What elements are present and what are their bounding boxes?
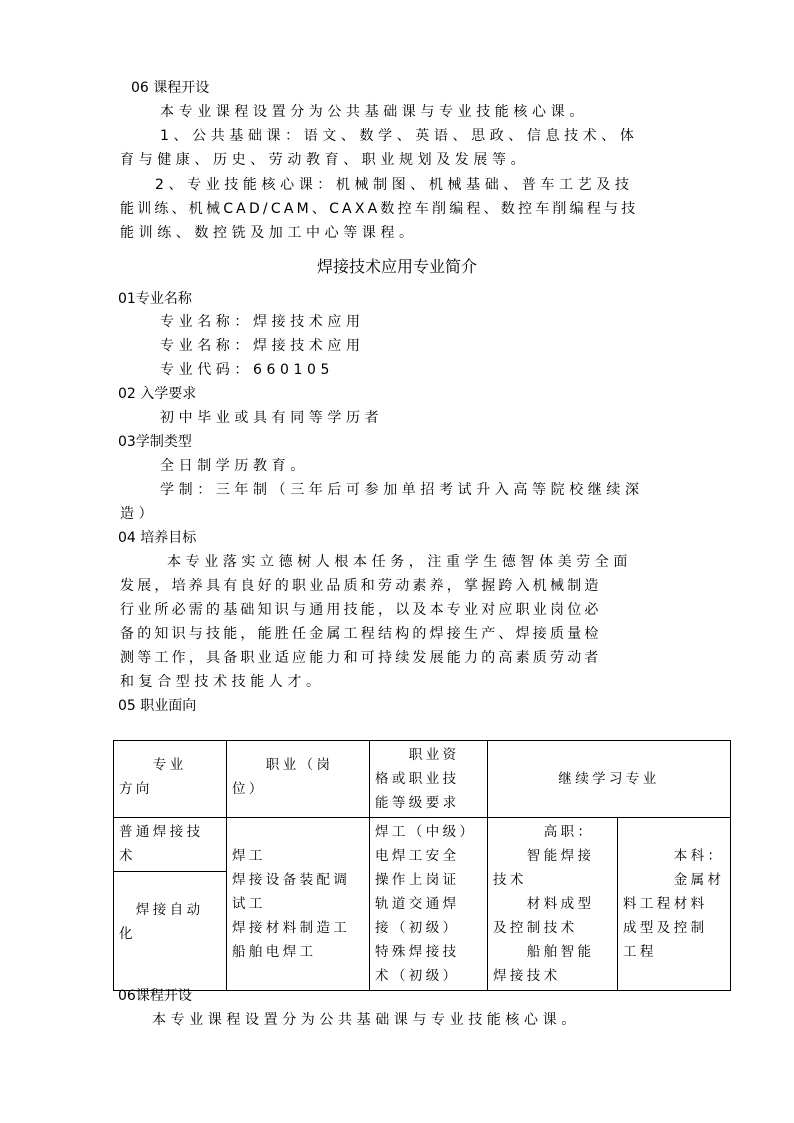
- public-courses-line2: 育与健康、历史、劳动教育、职业规划及发展等。: [120, 152, 530, 168]
- objectives-line4: 备的知识与技能，能胜任金属工程结构的焊接生产、焊接质量检: [120, 626, 602, 642]
- section-heading-courses-bottom: 06课程开设: [118, 988, 192, 1004]
- table-header-row: [114, 741, 731, 818]
- job-positions: 焊工 焊接设备装配调 试工 焊接材料制造工 船舶电焊工: [227, 818, 370, 991]
- page-title: 焊接技术应用专业简介: [316, 257, 477, 276]
- direction-welding-automation: 焊接自动 化: [114, 871, 227, 990]
- core-courses-line1: 2、专业技能核心课：机械制图、机械基础、普车工艺及技: [155, 177, 634, 193]
- objectives-line3: 行业所必需的基础知识与通用技能，以及本专业对应职业岗位必: [120, 602, 602, 618]
- objectives-line5: 测等工作，具备职业适应能力和可持续发展能力的高素质劳动者: [120, 650, 602, 666]
- section-heading-admission: 02 入学要求: [118, 386, 197, 402]
- section-heading-career: 05 职业面向: [118, 698, 197, 714]
- core-courses-line3: 能训练、数控铣及加工中心等课程。: [120, 225, 418, 241]
- major-name-line2: 专业名称：焊接技术应用: [160, 338, 365, 354]
- section-heading-system: 03学制类型: [118, 434, 192, 450]
- section-heading-objectives: 04 培养目标: [118, 530, 197, 546]
- public-courses-line1: 1、公共基础课：语文、数学、英语、思政、信息技术、体: [160, 128, 639, 144]
- header-further-study: 继续学习专业: [488, 741, 731, 818]
- objectives-line6: 和复合型技术技能人才。: [120, 674, 325, 690]
- major-code: 专业代码：660105: [160, 362, 335, 378]
- major-name-line1: 专业名称：焊接技术应用: [160, 314, 365, 330]
- objectives-line1: 本专业落实立德树人根本任务，注重学生德智体美劳全面: [167, 554, 632, 570]
- header-job: 职业（岗 位）: [227, 741, 370, 818]
- header-cert: 职业资 格或职业技 能等级要求: [370, 741, 488, 818]
- admission-requirement: 初中毕业或具有同等学历者: [160, 410, 384, 426]
- core-courses-line2: 能训练、机械CAD/CAM、CAXA数控车削编程、数控车削编程与技: [120, 201, 639, 217]
- objectives-line2: 发展，培养具有良好的职业品质和劳动素养，掌握跨入机械制造: [120, 578, 602, 594]
- header-direction: 专业 方向: [114, 741, 227, 818]
- career-table: [113, 740, 731, 991]
- courses-intro-bottom: 本专业课程设置分为公共基础课与专业技能核心课。: [152, 1012, 580, 1028]
- study-duration-line1: 学制：三年制（三年后可参加单招考试升入高等院校继续深: [160, 482, 644, 498]
- section-heading-courses-top: 06 课程开设: [131, 80, 210, 96]
- undergraduate: 本科： 金属材 料工程材料 成型及控制 工程: [618, 818, 731, 991]
- table-row: [114, 818, 731, 872]
- study-type: 全日制学历教育。: [160, 458, 309, 474]
- certifications: 焊工（中级） 电焊工安全 操作上岗证 轨道交通焊 接（初级） 特殊焊接技 术（初级）: [370, 818, 488, 991]
- section-heading-name: 01专业名称: [118, 291, 192, 307]
- courses-intro-top: 本专业课程设置分为公共基础课与专业技能核心课。: [160, 104, 588, 120]
- study-duration-line2: 造）: [120, 506, 158, 522]
- direction-general-welding: 普通焊接技 术: [114, 818, 227, 872]
- higher-vocational: 高职： 智能焊接 技术 材料成型 及控制技术 船舶智能 焊接技术: [488, 818, 618, 991]
